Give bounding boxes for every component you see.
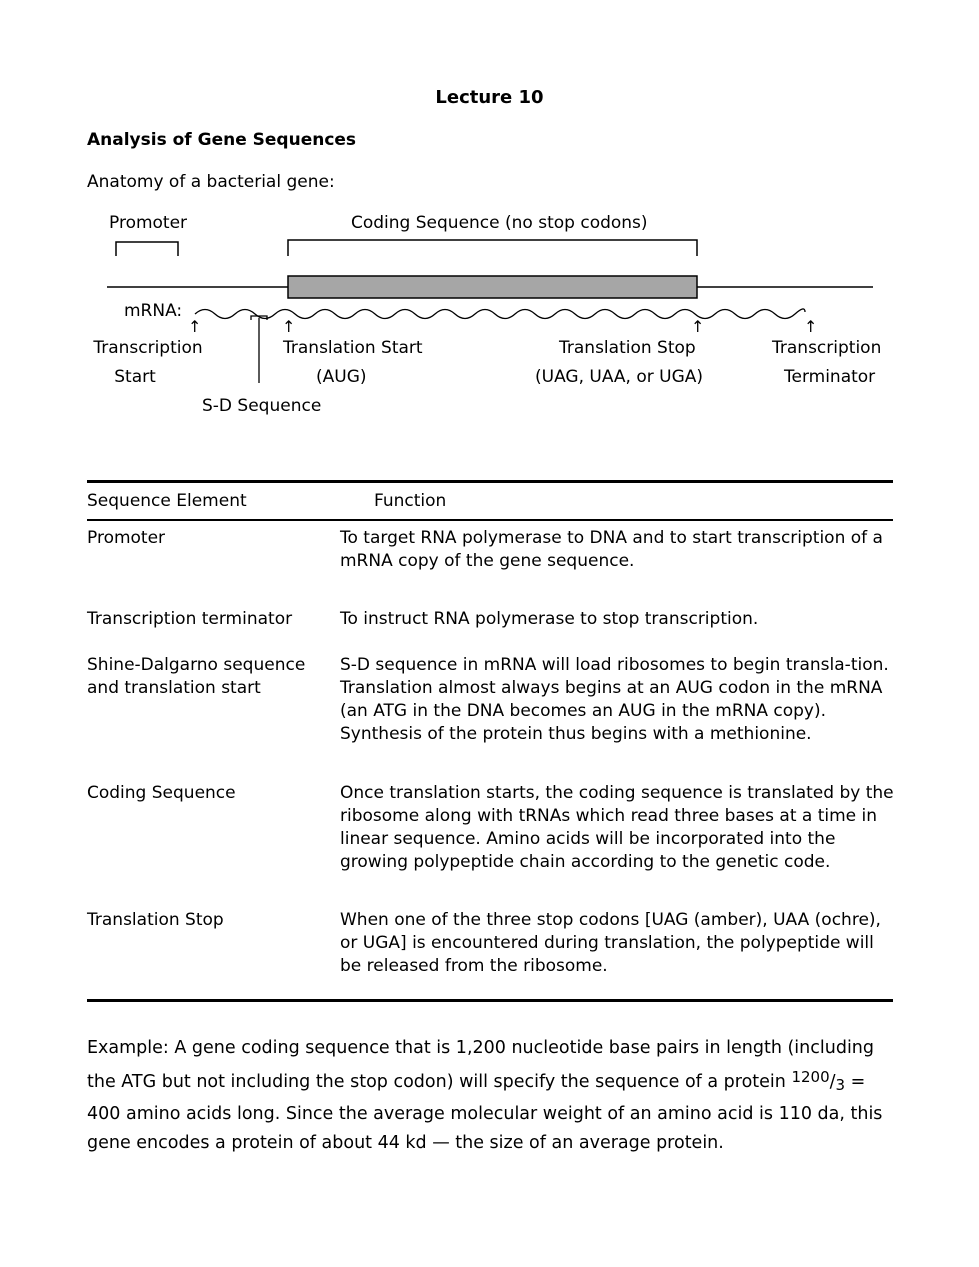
arrow-up-icon: ↑ <box>282 317 296 336</box>
section-heading: Analysis of Gene Sequences <box>87 130 357 150</box>
terminator-label: Transcription <box>772 338 882 358</box>
table-row-element: Promoter <box>87 528 166 548</box>
translation-start-codon: (AUG) <box>316 367 367 387</box>
table-row-element: Shine-Dalgarno sequence and translation start <box>87 655 306 698</box>
example-text-part2: = 400 amino acids long. Since the average molecular weight of an amino acid is 110 da, this gene encodes a protein of about 44 kd — the size of an average protein. <box>87 1072 883 1153</box>
intro-text: Anatomy of a bacterial gene: <box>87 172 335 192</box>
arrow-up-icon: ↑ <box>188 317 202 336</box>
promoter-label: Promoter <box>109 213 188 233</box>
table-row-function: To target RNA polymerase to DNA and to start transcription of a mRNA copy of the gene sequence. <box>340 528 883 571</box>
translation-stop-label: Translation Stop <box>559 338 696 358</box>
example-text-part1: Example: A gene coding sequence that is 1,200 nucleotide base pairs in length (including the ATG but not including the stop codon) will specify the sequence of a protein <box>87 1038 875 1092</box>
arrow-up-icon: ↑ <box>691 317 705 336</box>
table-row-function: To instruct RNA polymerase to stop transcription. <box>340 609 759 629</box>
promoter-bracket <box>116 242 178 256</box>
table-top-rule <box>87 480 893 483</box>
arrow-up-icon: ↑ <box>804 317 818 336</box>
table-row-element: Translation Stop <box>87 910 224 930</box>
terminator-label-2: Terminator <box>784 367 876 387</box>
translation-stop-codons: (UAG, UAA, or UGA) <box>535 367 704 387</box>
table-row-function: Once translation starts, the coding sequence is translated by the ribosome along with tRNAs which read three bases at a time in linear sequence. Amino acids will be incorporated into the growing polypeptide chain according to the genetic code. <box>340 783 894 872</box>
table-row-element: Coding Sequence <box>87 783 236 803</box>
fraction-slash: / <box>829 1072 836 1092</box>
transcription-start-label-2: Start <box>114 367 156 387</box>
table-row-element: Transcription terminator <box>87 609 293 629</box>
coding-region-box <box>288 276 697 298</box>
coding-sequence-label: Coding Sequence (no stop codons) <box>351 213 648 233</box>
table-row-function: S-D sequence in mRNA will load ribosomes to begin transla-tion. Translation almost always begins at an AUG codon in the mRNA (an ATG in the DNA becomes an AUG in the mRNA copy). Synthesis of the protein thus begins with a methionine. <box>340 655 889 744</box>
fraction-numerator: 1200 <box>791 1068 830 1086</box>
translation-start-label: Translation Start <box>283 338 423 358</box>
example-paragraph <box>87 1034 887 1158</box>
fraction-denominator: 3 <box>835 1076 846 1094</box>
transcription-start-label: Transcription <box>93 338 203 358</box>
table-bottom-rule <box>87 999 893 1002</box>
mrna-label: mRNA: <box>124 301 183 321</box>
table-header-element: Sequence Element <box>87 491 247 511</box>
coding-sequence-bracket <box>288 240 697 256</box>
table-header-rule <box>87 519 893 521</box>
sd-sequence-label: S-D Sequence <box>202 396 322 416</box>
table-header-function: Function <box>374 491 447 511</box>
page-title: Lecture 10 <box>435 87 544 108</box>
table-row-function: When one of the three stop codons [UAG (amber), UAA (ochre), or UGA] is encountered during translation, the polypeptide will be released from the ribosome. <box>340 910 881 976</box>
